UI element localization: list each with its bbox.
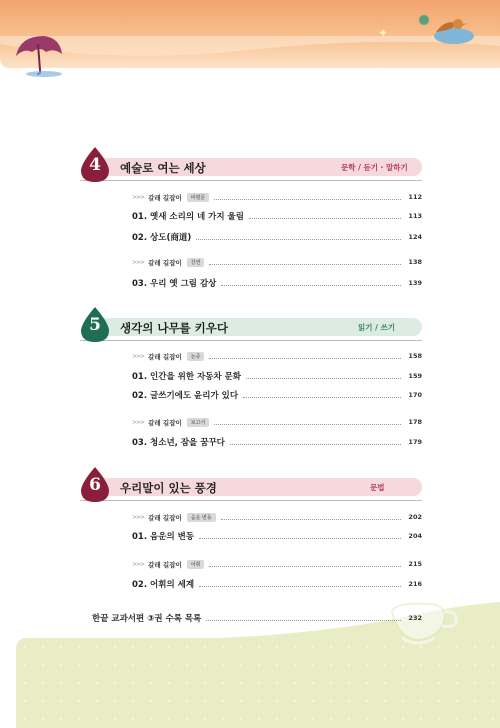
dot-leader: [209, 358, 401, 359]
page-number: 124: [408, 233, 422, 241]
section-title[interactable]: 생각의 나무를 키우다: [120, 321, 228, 335]
item-title: 03. 청소년, 잠을 꿈꾸다: [132, 438, 225, 448]
genre-badge: 강연: [187, 258, 205, 267]
section-header: [80, 475, 422, 501]
item-title: 03. 우리 옛 그림 감상: [132, 279, 217, 289]
section-header: [80, 315, 422, 341]
section-title[interactable]: 우리말이 있는 풍경: [120, 481, 217, 495]
page-number: 112: [408, 193, 422, 201]
appendix-row[interactable]: [92, 611, 422, 625]
dot-leader: [230, 444, 401, 445]
page-number: 202: [408, 513, 422, 521]
section-tag: 문학 / 듣기 · 말하기: [341, 163, 408, 172]
section-number: 6: [89, 475, 101, 495]
page-number: 179: [408, 438, 422, 446]
dot-leader: [249, 218, 401, 219]
umbrella-icon: [10, 30, 68, 78]
section-number-drop: [78, 466, 112, 504]
page-number: 138: [408, 258, 422, 266]
item-title: 02. 어휘의 세계: [132, 580, 195, 590]
toc-guide-row[interactable]: [80, 350, 422, 362]
guide-label: 갈래 길잡이: [148, 513, 182, 522]
arrow-mark-icon: >>>: [132, 193, 145, 201]
page-number: 232: [408, 614, 422, 622]
page-number: 204: [408, 532, 422, 540]
item-title: 01. 음운의 변동: [132, 532, 195, 542]
dot-leader: [196, 239, 401, 240]
section-number-drop: [78, 146, 112, 184]
genre-badge: 논증: [187, 352, 205, 361]
dot-leader: [214, 199, 401, 200]
toc-guide-row[interactable]: [80, 416, 422, 428]
guide-label: 갈래 길잡이: [148, 560, 182, 569]
section-tag: 읽기 / 쓰기: [358, 323, 395, 332]
section-tag: 문법: [370, 483, 385, 492]
page-number: 158: [408, 352, 422, 360]
section-title[interactable]: 예술로 여는 세상: [120, 161, 206, 175]
toc-guide-row[interactable]: [80, 511, 422, 523]
toc-item-row[interactable]: [80, 277, 422, 289]
dot-leader: [221, 519, 401, 520]
guide-label: 갈래 길잡이: [148, 352, 182, 361]
page-number: 113: [408, 212, 422, 220]
toc-item-row[interactable]: [80, 578, 422, 590]
item-title: 01. 옛새 소리의 네 가지 울림: [132, 212, 244, 222]
page-number: 159: [408, 372, 422, 380]
item-title: 01. 인간을 위한 자동차 문화: [132, 372, 242, 382]
page-number: 139: [408, 279, 422, 287]
toc-guide-row[interactable]: [80, 558, 422, 570]
teacup-icon: [378, 598, 468, 658]
dot-leader: [209, 264, 401, 265]
arrow-mark-icon: >>>: [132, 352, 145, 360]
toc-item-row[interactable]: [80, 436, 422, 448]
dot-leader: [199, 538, 401, 539]
toc-item-row[interactable]: [80, 210, 422, 222]
item-title: 02. 글쓰기에도 윤리가 있다: [132, 391, 239, 401]
item-title: 02. 상도(商道): [132, 233, 192, 243]
section-header: [80, 155, 422, 181]
genre-badge: 비평문: [187, 193, 210, 202]
dot-leader: [214, 424, 401, 425]
section-number: 5: [89, 315, 101, 335]
genre-badge: 보고서: [187, 418, 210, 427]
bird-icon: [418, 10, 478, 48]
toc-item-row[interactable]: [80, 530, 422, 542]
dot-leader: [243, 397, 401, 398]
guide-label: 갈래 길잡이: [148, 418, 182, 427]
page-number: 216: [408, 580, 422, 588]
section-4: [80, 155, 422, 289]
dot-leader: [206, 620, 401, 621]
dot-leader: [199, 586, 401, 587]
toc-item-row[interactable]: [80, 370, 422, 382]
arrow-mark-icon: >>>: [132, 513, 145, 521]
section-number: 4: [89, 155, 101, 175]
toc-item-row[interactable]: [80, 389, 422, 401]
genre-badge: 어휘: [187, 560, 205, 569]
section-5: [80, 315, 422, 448]
sparkle-icon: ✦: [378, 26, 389, 40]
arrow-mark-icon: >>>: [132, 258, 145, 266]
toc-item-row[interactable]: [80, 231, 422, 243]
toc-guide-row[interactable]: [80, 191, 422, 203]
arrow-mark-icon: >>>: [132, 560, 145, 568]
appendix-title: 한끝 교과서편 ③권 수록 목록: [92, 614, 202, 624]
genre-badge: 음운 변동: [187, 513, 216, 522]
toc-guide-row[interactable]: [80, 256, 422, 268]
section-6: [80, 475, 422, 590]
page-number: 178: [408, 418, 422, 426]
section-number-drop: [78, 306, 112, 344]
dot-leader: [246, 378, 401, 379]
dot-leader: [209, 566, 401, 567]
guide-label: 갈래 길잡이: [148, 193, 182, 202]
page-number: 170: [408, 391, 422, 399]
dot-leader: [221, 285, 401, 286]
arrow-mark-icon: >>>: [132, 418, 145, 426]
page-number: 215: [408, 560, 422, 568]
guide-label: 갈래 길잡이: [148, 258, 182, 267]
